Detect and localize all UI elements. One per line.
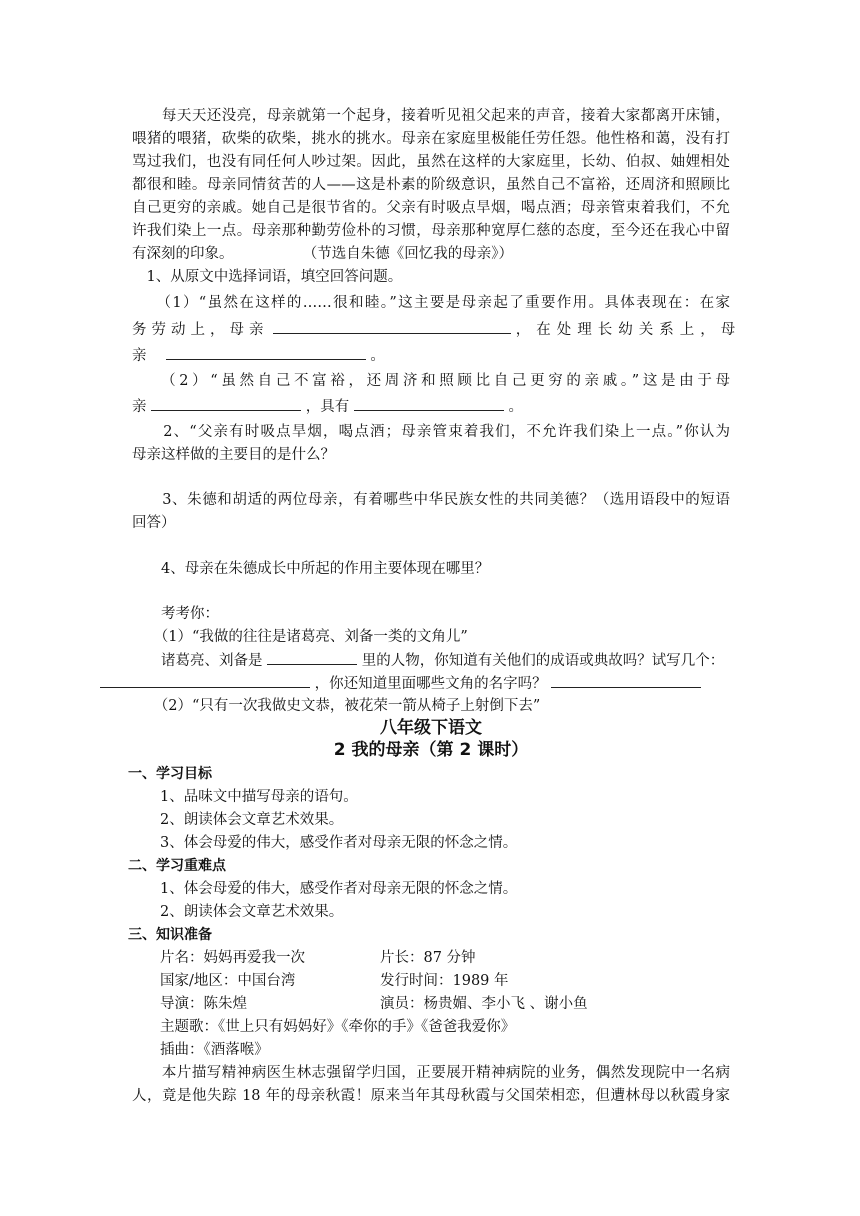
question-text: 诸葛亮、刘备是 bbox=[132, 653, 263, 669]
objective-item: 1、品味文中描写母亲的语句。 bbox=[160, 789, 358, 805]
question-text: ，具有 bbox=[305, 399, 350, 415]
question-1-1-line bbox=[132, 318, 742, 340]
question-1-1-line: （1）“虽然在这样的……很和睦。”这主要是母亲起了重要作用。具体表现在：在家 bbox=[132, 295, 730, 311]
key-point-item: 1、体会母爱的伟大，感受作者对母亲无限的怀念之情。 bbox=[160, 881, 518, 897]
film-region: 国家/地区：中国台湾 bbox=[160, 973, 296, 989]
quiz-title: 考考你： bbox=[132, 606, 219, 622]
question-3: 3、朱德和胡适的两位母亲，有着哪些中华民族女性的共同美德？（选用语段中的短语 bbox=[132, 492, 730, 508]
quiz-item-1-line bbox=[132, 649, 724, 671]
quiz-item-1: （1）“我做的往往是诸葛亮、刘备一类的文角儿” bbox=[132, 629, 468, 645]
question-2: 母亲这样做的主要目的是什么？ bbox=[132, 447, 335, 463]
passage-line: 每天天还没亮，母亲就第一个起身，接着听见祖父起来的声音，接着大家都离开床铺， bbox=[132, 108, 730, 124]
synopsis-line: 人，竟是他失踪 18 年的母亲秋霞！原来当年其母秋霞与父国荣相恋，但遭林母以秋霞身家 bbox=[132, 1088, 730, 1104]
film-info-row bbox=[160, 970, 509, 992]
film-info-row bbox=[160, 947, 476, 969]
film-release: 发行时间：1989 年 bbox=[380, 973, 509, 989]
answer-blank[interactable] bbox=[151, 395, 301, 411]
passage-line: 都很和睦。母亲同情贫苦的人——这是朴素的阶级意识，虽然自己不富裕，还周济和照顾比 bbox=[132, 177, 730, 193]
question-1-2-line: （2）“虽然自己不富裕，还周济和照顾比自己更穷的亲戚。”这是由于母 bbox=[132, 373, 730, 389]
answer-blank[interactable] bbox=[273, 318, 511, 334]
question-text: 。 bbox=[370, 348, 385, 364]
quiz-item-2: （2）“只有一次我做史文恭，被花荣一箭从椅子上射倒下去” bbox=[132, 698, 541, 714]
question-text: 务劳动上，母亲 bbox=[132, 322, 269, 338]
film-interlude: 插曲：《酒落喉》 bbox=[160, 1042, 269, 1058]
passage-last-text: 有深刻的印象。 bbox=[132, 246, 234, 262]
film-name: 片名：妈妈再爱我一次 bbox=[160, 950, 305, 966]
answer-blank[interactable] bbox=[100, 672, 310, 688]
question-4: 4、母亲在朱德成长中所起的作用主要体现在哪里？ bbox=[132, 561, 490, 577]
lesson-subtitle: 2 我的母亲（第 2 课时） bbox=[333, 740, 529, 760]
passage-source: （节选自朱德《回忆我的母亲》） bbox=[302, 246, 513, 262]
lesson-title: 八年级下语文 bbox=[380, 718, 482, 738]
section-heading: 一、学习目标 bbox=[128, 766, 212, 782]
passage-line bbox=[132, 243, 513, 265]
quiz-item-1-line bbox=[100, 672, 701, 694]
question-2: 2、“父亲有时吸点旱烟，喝点酒；母亲管束着我们，不允许我们染上一点。”你认为 bbox=[132, 424, 730, 440]
question-1-1-line bbox=[132, 344, 385, 366]
answer-blank[interactable] bbox=[354, 395, 504, 411]
question-text: 里的人物，你知道有关他们的成语或典故吗？试写几个： bbox=[361, 653, 725, 669]
question-text: ，在处理长幼关系上，母 bbox=[515, 322, 742, 338]
question-1: 1、从原文中选择词语，填空回答问题。 bbox=[132, 269, 403, 285]
film-director: 导演：陈朱煌 bbox=[160, 996, 247, 1012]
film-length: 片长：87 分钟 bbox=[380, 950, 476, 966]
key-point-item: 2、朗读体会文章艺术效果。 bbox=[160, 904, 344, 920]
passage-line: 自己更穷的亲戚。她自己是很节省的。父亲有时吸点旱烟，喝点酒；母亲管束着我们，不允 bbox=[132, 200, 730, 216]
answer-blank[interactable] bbox=[267, 649, 357, 665]
question-text: 亲 bbox=[132, 348, 147, 364]
passage-line: 许我们染上一点。母亲那种勤劳俭朴的习惯，母亲那种宽厚仁慈的态度，至今还在我心中留 bbox=[132, 223, 730, 239]
question-1-2-line bbox=[132, 395, 523, 417]
answer-blank[interactable] bbox=[551, 672, 701, 688]
objective-item: 3、体会母爱的伟大，感受作者对母亲无限的怀念之情。 bbox=[160, 835, 518, 851]
question-text: ，你还知道里面哪些文角的名字吗？ bbox=[314, 676, 547, 692]
film-theme: 主题歌：《世上只有妈妈好》《牵你的手》《爸爸我爱你》 bbox=[160, 1019, 516, 1035]
film-info-row bbox=[160, 993, 588, 1015]
section-heading: 二、学习重难点 bbox=[128, 858, 226, 874]
film-actors: 演员：杨贵媚、李小飞 、谢小鱼 bbox=[380, 996, 588, 1012]
synopsis-line: 本片描写精神病医生林志强留学归国，正要展开精神病院的业务，偶然发现院中一名病 bbox=[132, 1065, 730, 1081]
question-text: 。 bbox=[508, 399, 523, 415]
question-text: 亲 bbox=[132, 399, 147, 415]
section-heading: 三、知识准备 bbox=[128, 927, 212, 943]
passage-line: 骂过我们，也没有同任何人吵过架。因此，虽然在这样的大家庭里，长幼、伯叔、妯娌相处 bbox=[132, 154, 730, 170]
objective-item: 2、朗读体会文章艺术效果。 bbox=[160, 812, 344, 828]
answer-blank[interactable] bbox=[166, 344, 366, 360]
passage-line: 喂猪的喂猪，砍柴的砍柴，挑水的挑水。母亲在家庭里极能任劳任怨。他性格和蔼，没有打 bbox=[132, 131, 730, 147]
question-3: 回答） bbox=[132, 515, 176, 531]
